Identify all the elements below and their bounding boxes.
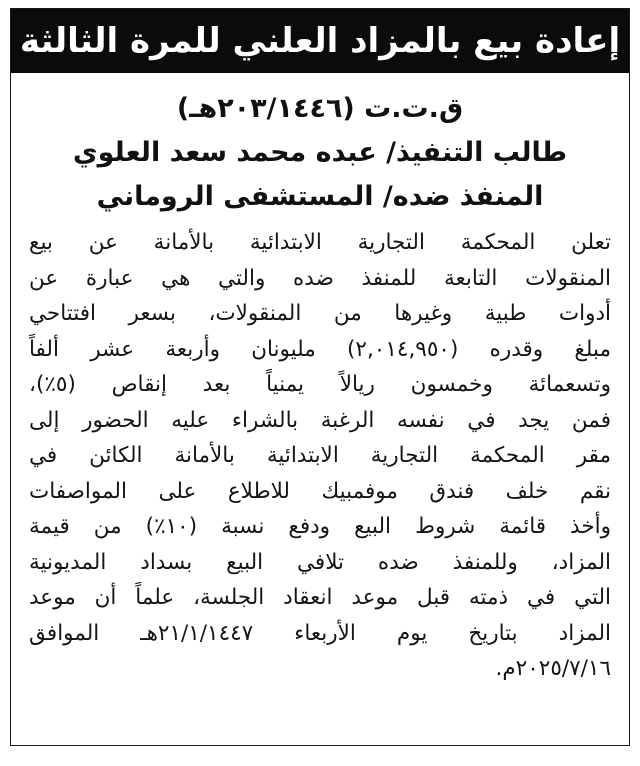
auction-notice [10,8,630,746]
notice-title: إعادة بيع بالمزاد العلني للمرة الثالثة [11,9,629,73]
body-line: المزاد بتاريخ يوم الأربعاء ٢١/١/١٤٤٧هـ الموافق [29,620,611,646]
notice-header [11,87,629,219]
applicant-line: طالب التنفيذ/ عبده محمد سعد العلوي [72,137,568,168]
body-line: مبلغ وقدره (٢,٠١٤,٩٥٠) مليونان وأربعة عشر ألفاً [29,336,611,362]
body-line: المزاد، وللمنفذ ضده تلافي البيع بسداد المديونية [29,549,611,575]
notice-body [11,219,629,687]
body-line: ٢٠٢٥/٧/١٦م. [495,656,611,681]
body-line: وتسعمائة وخمسون ريالاً يمنياً بعد إنقاص (٥٪)، [29,372,611,397]
body-line: نقم خلف فندق موفمبيك للاطلاع على المواصفات [29,478,611,504]
respondent-line: المنفذ ضده/ المستشفى الروماني [96,181,544,212]
body-line: أدوات طبية وغيرها من المنقولات، بسعر افتتاحي [29,301,611,326]
body-line: تعلن المحكمة التجارية الابتدائية بالأمانة عن بيع [29,230,611,255]
body-line: فمن يجد في نفسه الرغبة بالشراء عليه الحضور إلى [29,407,611,433]
body-line: المنقولات التابعة للمنفذ ضده والتي هي عبارة عن [29,265,611,291]
body-line: التي في ذمته قبل موعد انعقاد الجلسة، علماً أن موعد [29,585,611,610]
body-line: مقر المحكمة التجارية الابتدائية بالأمانة الكائن في [29,443,611,468]
body-line: وأخذ قائمة شروط البيع ودفع نسبة (١٠٪) من قيمة [29,514,611,539]
case-number: ق.ت.ت (٢٠٣/١٤٤٦هـ) [176,93,464,124]
